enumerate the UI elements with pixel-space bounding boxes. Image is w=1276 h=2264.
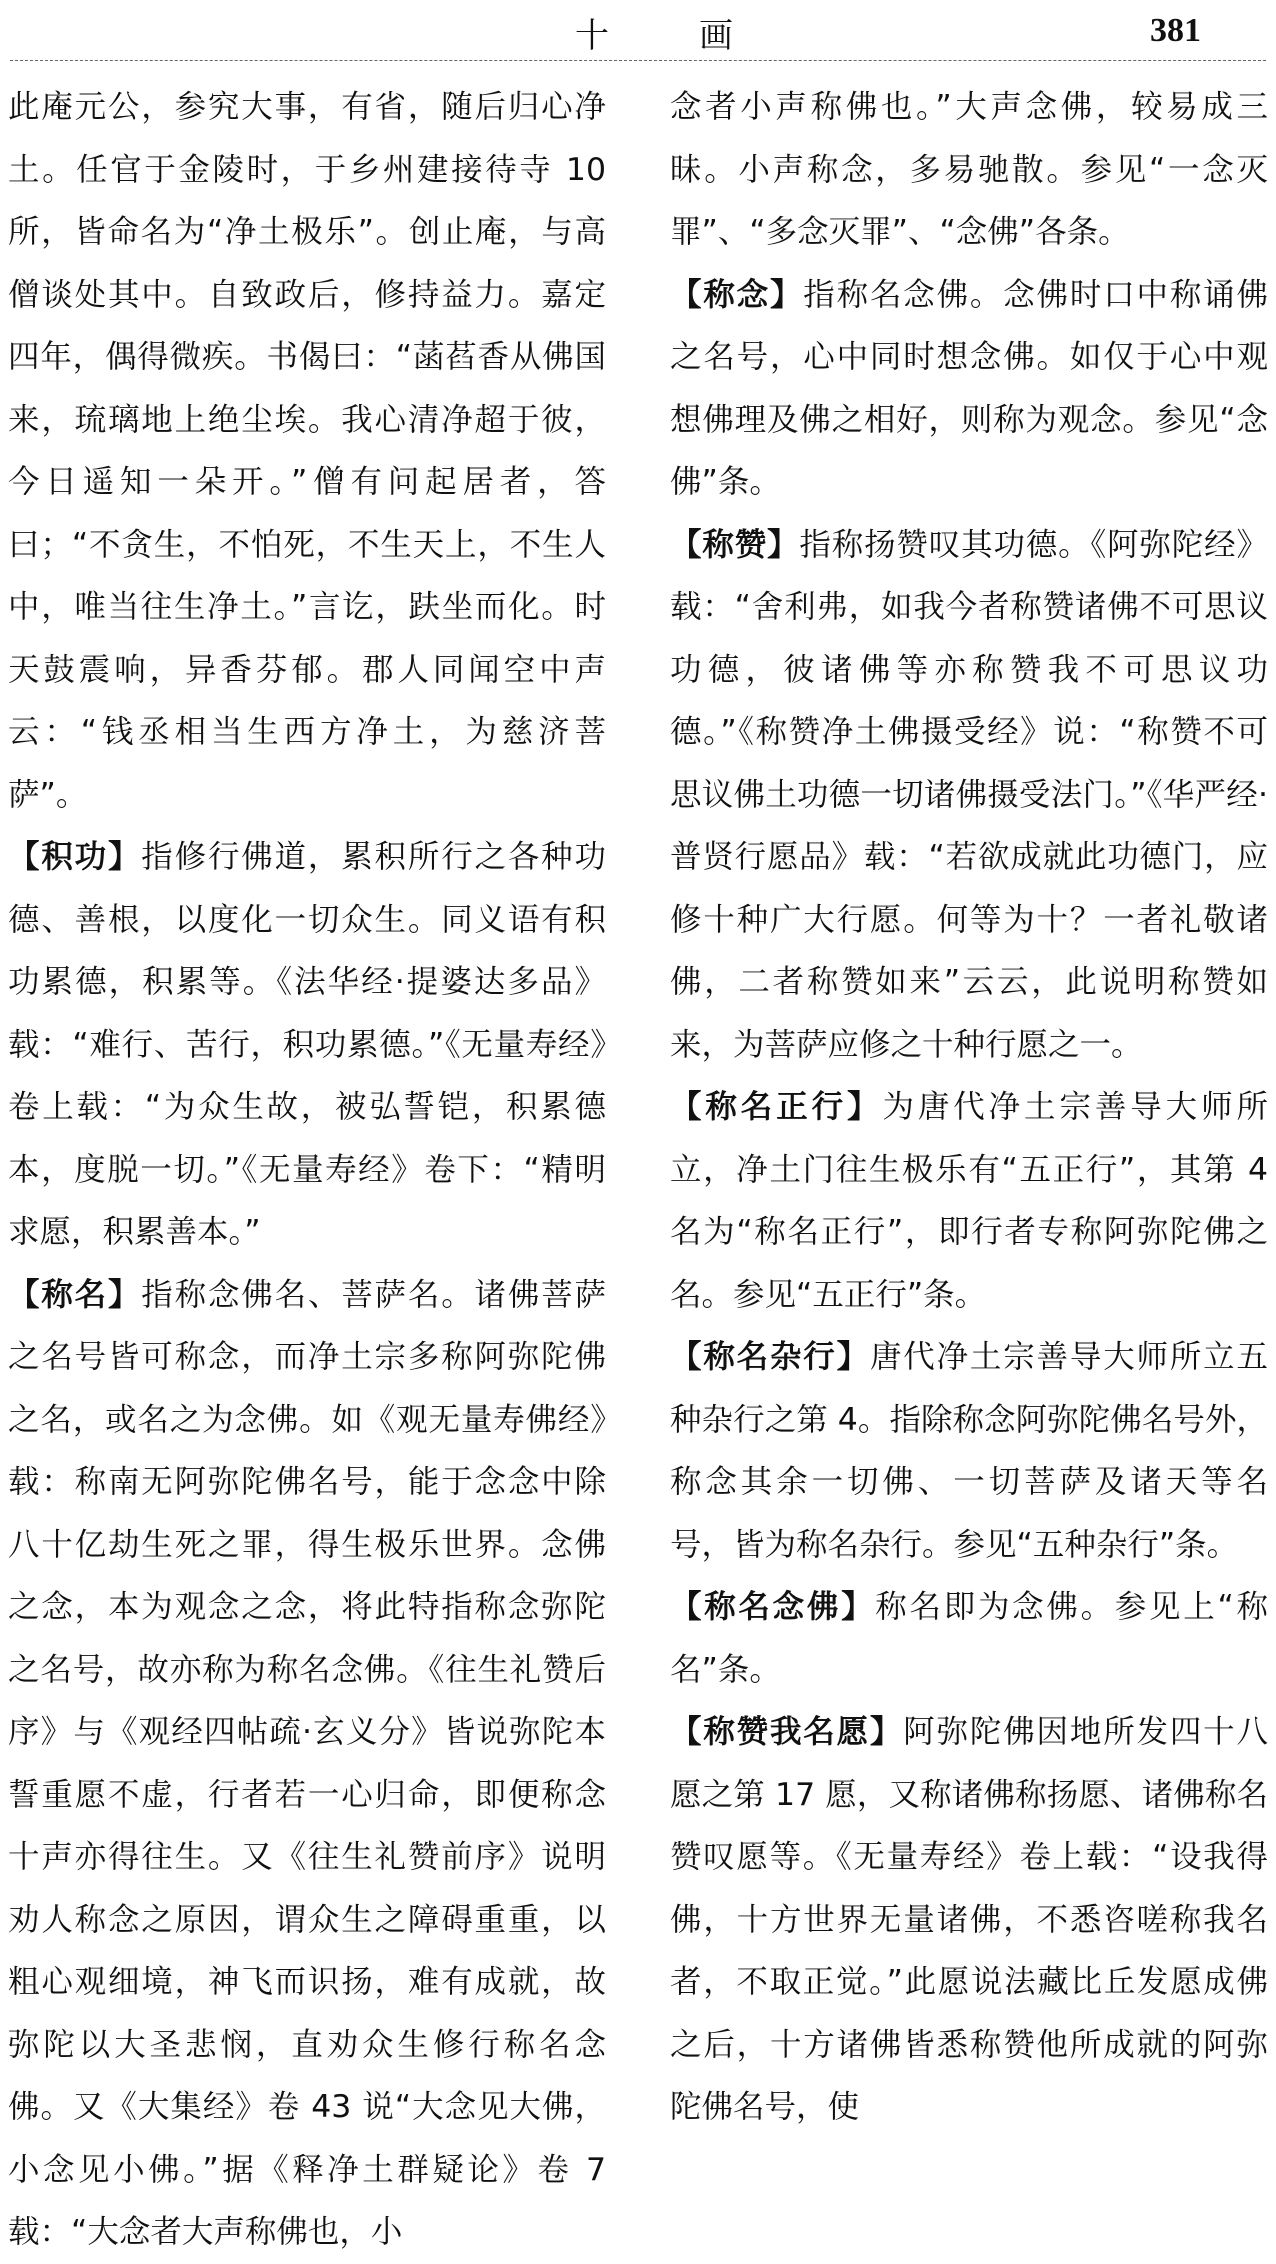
entry-paragraph [8, 76, 606, 826]
entry-paragraph [670, 1701, 1268, 2139]
entry-text: 念者小声称佛也。”大声念佛，较易成三昧。小声称念，多易驰散。参见“一念灭罪”、“多念灭罪”、“念佛”各条。 [670, 89, 1268, 250]
header-divider [10, 60, 1266, 61]
entry-text: 唐代净土宗善导大师所立五种杂行之第 4。指除称念阿弥陀佛名号外，称念其余一切佛、一切菩萨及诸天等名号，皆为称名杂行。参见“五种杂行”条。 [670, 1339, 1268, 1563]
entry-paragraph [670, 264, 1268, 514]
entry-text: 称名即为念佛。参见上“称名”条。 [670, 1589, 1268, 1688]
entry-term: 【称名】 [8, 1276, 142, 1313]
entry-paragraph [670, 514, 1268, 1077]
entry-text: 此庵元公，参究大事，有省，随后归心净土。任官于金陵时，于乡州建接待寺 10 所，皆命名为“净土极乐”。创止庵，与高僧谈处其中。自致政后，修持益力。嘉定四年，偶得微疾。书偈曰：“菡萏香从佛国来，琉璃地上绝尘埃。我心清净超于彼，今日遥知一朵开。”僧有问起居者，答曰；“不贪生，不怕死，不生天上，不生人中，唯当往生净土。”言讫，趺坐而化。时天鼓震响，异香芬郁。郡人同闻空中声云：“钱丞相当生西方净土，为慈济菩萨”。 [8, 89, 606, 813]
entry-text: 为唐代净土宗善导大师所立，净土门往生极乐有“五正行”，其第 4 名为“称名正行”，即行者专称阿弥陀佛之名。参见“五正行”条。 [670, 1089, 1268, 1313]
entry-term: 【积功】 [8, 839, 142, 875]
entry-text: 指称念佛名、菩萨名。诸佛菩萨之名号皆可称念，而净土宗多称阿弥陀佛之名，或名之为念佛。如《观无量寿佛经》载：称南无阿弥陀佛名号，能于念念中除八十亿劫生死之罪，得生极乐世界。念佛之念，本为观念之念，将此特指称念弥陀之名号，故亦称为称名念佛。《往生礼赞后序》与《观经四帖疏·玄义分》皆说弥陀本誓重愿不虚，行者若一心归命，即便称念十声亦得往生。又《往生礼赞前序》说明劝人称念之原因，谓众生之障碍重重，以粗心观细境，神飞而识扬，难有成就，故弥陀以大圣悲悯，直劝众生修行称名念佛。又《大集经》卷 43 说“大念见大佛，小念见小佛。”据《释净土群疑论》卷 7 载：“大念者大声称佛也，小 [8, 1276, 606, 2250]
entry-term: 【称赞我名愿】 [670, 1714, 904, 1750]
entry-term: 【称名杂行】 [670, 1339, 870, 1375]
entry-text: 指修行佛道，累积所行之各种功德、善根，以度化一切众生。同义语有积功累德，积累等。《法华经·提婆达多品》载：“难行、苦行，积功累德。”《无量寿经》卷上载：“为众生故，被弘誓铠，积累德本，度脱一切。”《无量寿经》卷下：“精明求愿，积累善本。” [8, 839, 606, 1250]
page-header [0, 0, 1276, 62]
entry-paragraph [670, 1076, 1268, 1326]
entry-term: 【称名念佛】 [670, 1589, 876, 1625]
entry-paragraph [8, 1264, 606, 2264]
entry-term: 【称念】 [670, 276, 804, 313]
entry-text: 指称扬赞叹其功德。《阿弥陀经》载：“舍利弗，如我今者称赞诸佛不可思议功德，彼诸佛等亦称赞我不可思议功德。”《称赞净土佛摄受经》说：“称赞不可思议佛土功德一切诸佛摄受法门。”《华严经·普贤行愿品》载：“若欲成就此功德门，应修十种广大行愿。何等为十？一者礼敬诸佛，二者称赞如来”云云，此说明称赞如来，为菩萨应修之十种行愿之一。 [670, 526, 1268, 1063]
entry-paragraph [670, 76, 1268, 264]
entry-text: 指称名念佛。念佛时口中称诵佛之名号，心中同时想念佛。如仅于心中观想佛理及佛之相好，则称为观念。参见“念佛”条。 [670, 276, 1268, 500]
section-title: 十 画 [575, 16, 761, 56]
right-column [670, 76, 1268, 2139]
entry-term: 【称赞】 [670, 526, 800, 563]
entry-term: 【称名正行】 [670, 1089, 883, 1125]
entry-paragraph [8, 826, 606, 1264]
entry-paragraph [670, 1326, 1268, 1576]
page-number: 381 [1150, 12, 1201, 49]
entry-paragraph [670, 1576, 1268, 1701]
left-column [8, 76, 606, 2264]
entry-text: 阿弥陀佛因地所发四十八愿之第 17 愿，又称诸佛称扬愿、诸佛称名赞叹愿等。《无量寿经》卷上载：“设我得佛，十方世界无量诸佛，不悉咨嗟称我名者，不取正觉。”此愿说法藏比丘发愿成佛之后，十方诸佛皆悉称赞他所成就的阿弥陀佛名号，使 [670, 1714, 1268, 2125]
